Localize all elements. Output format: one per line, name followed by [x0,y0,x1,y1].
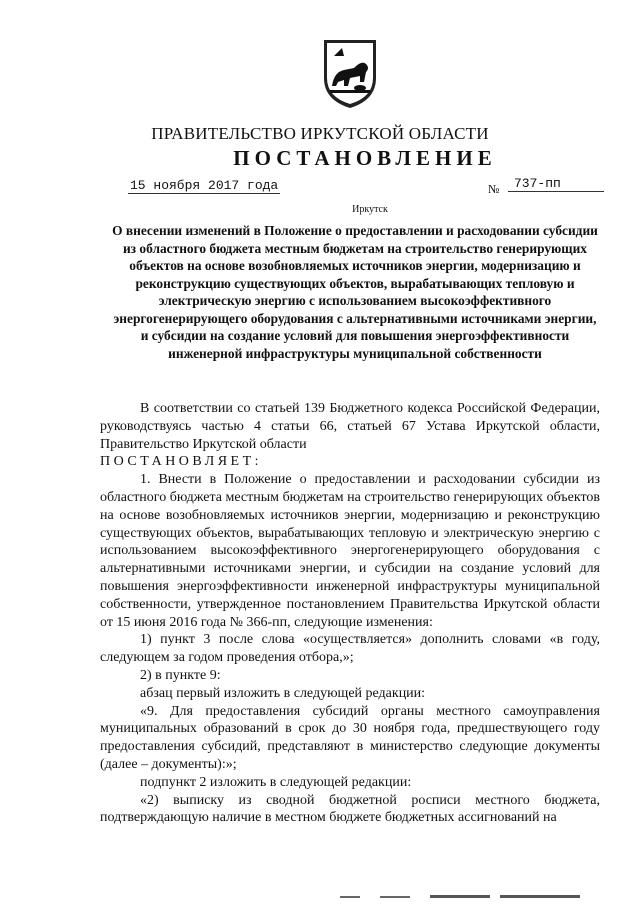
paragraph-first-edit: абзац первый изложить в следующей редакции: [140,685,426,701]
document-type-heading: ПОСТАНОВЛЕНИЕ [233,146,497,170]
subitem-1-paragraph: 1) пункт 3 после слова «осуществляется» дополнить словами «в году, следующем за годом проведения отбора,»; [100,632,600,666]
quoted-subpoint-2: «2) выписку из сводной бюджетной росписи местного бюджета, подтверждающую наличие в местном бюджете бюджетных ассигнований на [100,792,600,826]
subitem-2-paragraph: 2) в пункте 9: [140,667,221,683]
government-name: ПРАВИТЕЛЬСТВО ИРКУТСКОЙ ОБЛАСТИ [151,124,489,143]
item-1-paragraph: 1. Внести в Положение о предоставлении и расходовании субсидии из областного бюджета местным бюджетам на строительство генерирующих объектов на основе возобновляемых источников энергии, модернизацию и реконструкцию существующих объектов, вырабатывающих тепловую и электрическую энергию с использованием высокоэффективного энергогенерирующего оборудования с альтернативными источниками энергии, и субсидии на создание условий для повышения энергоэффективности инженерной инфраструктуры муниципальной собственности, утвержденное постановлением Правительства Иркутской области от 15 июня 2016 года № 366-пп, следующие изменения: [100,472,600,630]
decree-number: 737-пп [508,176,604,192]
decree-number-label: № [488,182,500,196]
irkutsk-coat-of-arms-emblem [320,38,380,110]
quoted-point-9: «9. Для предоставления субсидий органы местного самоуправления муниципальных образований в срок до 30 ноября года, предшествующего году предоставления субсидий, представляют в министерство следующие документы (далее – документы):»; [100,703,600,772]
subpoint-2-edit: подпункт 2 изложить в следующей редакции: [140,774,412,790]
footer-scan-marks [340,893,590,901]
resolves-heading: ПОСТАНОВЛЯЕТ: [100,454,263,470]
document-body [100,400,600,827]
document-title: О внесении изменений в Положение о предоставлении и расходовании субсидии из областного бюджета местным бюджетам на строительство генерирующих объектов на основе возобновляемых источников энергии, модернизацию и реконструкцию существующих объектов, вырабатывающих тепловую и электрическую энергию с использованием высокоэффективного энергогенерирующего оборудования с альтернативными источниками энергии, и субсидии на создание условий для повышения энергоэффективности инженерной инфраструктуры муниципальной собственности [112,223,598,361]
decree-city: Иркутск [352,204,388,215]
decree-date: 15 ноября 2017 года [130,178,279,193]
intro-paragraph: В соответствии со статьей 139 Бюджетного кодекса Российской Федерации, руководствуясь частью 4 статьи 66, статьей 67 Устава Иркутской области, Правительство Иркутской области [100,401,600,452]
